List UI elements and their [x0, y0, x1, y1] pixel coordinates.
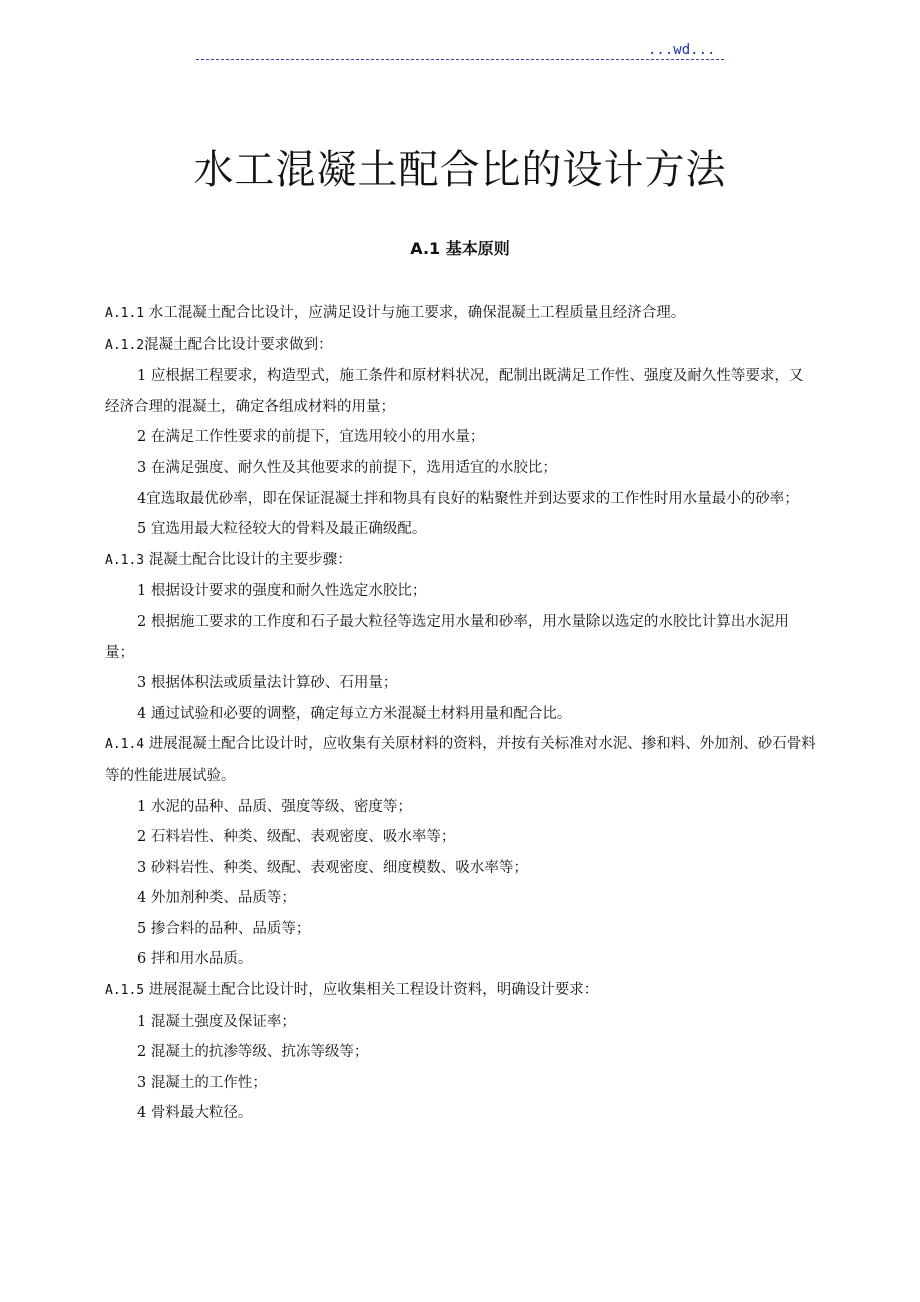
- item-number: 5: [137, 521, 147, 538]
- list-item: [105, 514, 817, 545]
- list-item: [105, 1007, 817, 1038]
- item-text: 骨料最大粒径。: [146, 1105, 253, 1122]
- document-body: [105, 298, 817, 1129]
- clause-a-1-2: [105, 330, 817, 362]
- clause-number: A.1.2: [105, 337, 145, 353]
- item-number: 1: [137, 1013, 147, 1030]
- list-item: [105, 453, 817, 484]
- clause-text: 混凝土配合比设计的主要步骤：: [144, 551, 352, 568]
- list-item: [105, 668, 817, 699]
- list-item: [105, 822, 817, 853]
- clause-text: 混凝土配合比设计要求做到：: [144, 336, 333, 353]
- section-heading: A.1 基本原则: [410, 239, 510, 258]
- item-text: 宜选取最优砂率，即在保证混凝土拌和物具有良好的粘聚性并到达要求的工作性时用水量最小的砂率；: [146, 490, 799, 507]
- item-number: 3: [137, 675, 147, 692]
- list-item: [105, 422, 817, 453]
- item-number: 1: [137, 583, 147, 600]
- clause-number: A.1.1: [105, 306, 145, 321]
- list-item: [105, 1068, 817, 1099]
- list-item: [105, 607, 817, 668]
- item-text: 混凝土强度及保证率；: [146, 1013, 296, 1030]
- item-number: 5: [137, 920, 147, 937]
- list-item: [105, 484, 817, 515]
- item-text: 拌和用水品质。: [146, 951, 253, 968]
- clause-text: 进展混凝土配合比设计时，应收集相关工程设计资料，明确设计要求：: [144, 982, 599, 999]
- item-text: 宜选用最大粒径较大的骨料及最正确级配。: [150, 521, 427, 538]
- header-divider: [196, 59, 724, 60]
- item-text: 根据施工要求的工作度和石子最大粒径等选定用水量和砂率，用水量除以选定的水胶比计算出水泥用量；: [105, 613, 789, 661]
- item-text: 掺合料的品种、品质等；: [146, 920, 311, 937]
- item-text: 在满足工作性要求的前提下，宜选用较小的用水量；: [150, 429, 485, 446]
- item-number: 1: [137, 798, 147, 815]
- clause-a-1-5: [105, 975, 817, 1007]
- item-number: 2: [137, 613, 147, 630]
- item-text: 石料岩性、种类、级配、表观密度、吸水率等；: [146, 829, 456, 846]
- list-item: [105, 944, 817, 975]
- list-item: [105, 792, 817, 823]
- item-text: 混凝土的工作性；: [146, 1074, 267, 1091]
- item-text: 在满足强度、耐久性及其他要求的前提下，选用适宜的水胶比；: [150, 459, 557, 476]
- item-number: 4: [137, 490, 147, 507]
- item-number: 4: [137, 1105, 147, 1122]
- item-text: 砂料岩性、种类、级配、表观密度、细度模数、吸水率等；: [146, 859, 528, 876]
- item-text: 根据设计要求的强度和耐久性选定水胶比；: [146, 583, 427, 600]
- item-number: 4: [137, 705, 147, 722]
- item-text: 应根据工程要求，构造型式，施工条件和原材料状况，配制出既满足工作性、强度及耐久性等要求，又经济合理的混凝土，确定各组成材料的用量；: [105, 368, 804, 415]
- header-text: ...wd...: [648, 42, 716, 58]
- clause-number: A.1.4: [105, 737, 145, 753]
- item-number: 2: [137, 429, 147, 446]
- clause-a-1-3: [105, 545, 817, 577]
- document-title: 水工混凝土配合比的设计方法: [193, 147, 727, 193]
- list-item: [105, 699, 817, 730]
- item-number: 4: [137, 890, 147, 907]
- clause-number: A.1.5: [105, 983, 145, 999]
- item-number: 6: [137, 951, 147, 968]
- item-number: 2: [137, 1044, 147, 1061]
- clause-number: A.1.3: [105, 552, 145, 568]
- clause-a-1-1: [105, 298, 817, 330]
- list-item: [105, 576, 817, 607]
- item-number: 3: [137, 459, 147, 476]
- list-item: [105, 883, 817, 914]
- list-item: [105, 1098, 817, 1129]
- list-item: [105, 853, 817, 884]
- item-number: 3: [137, 1074, 147, 1091]
- item-number: 1: [137, 368, 147, 385]
- item-text: 混凝土的抗渗等级、抗冻等级等；: [146, 1044, 369, 1061]
- clause-text: 水工混凝土配合比设计，应满足设计与施工要求，确保混凝土工程质量且经济合理。: [144, 305, 686, 321]
- item-number: 3: [137, 859, 147, 876]
- list-item: [105, 361, 817, 422]
- item-number: 2: [137, 829, 147, 846]
- clause-a-1-4: [105, 729, 817, 791]
- list-item: [105, 914, 817, 945]
- clause-text: 进展混凝土配合比设计时，应收集有关原材料的资料，并按有关标准对水泥、掺和料、外加剂、砂石骨料等的性能进展试验。: [105, 736, 816, 784]
- item-text: 水泥的品种、品质、强度等级、密度等；: [146, 798, 412, 815]
- item-text: 外加剂种类、品质等；: [146, 890, 296, 907]
- item-text: 根据体积法或质量法计算砂、石用量；: [146, 675, 398, 692]
- item-text: 通过试验和必要的调整，确定每立方米混凝土材料用量和配合比。: [146, 705, 572, 722]
- list-item: [105, 1037, 817, 1068]
